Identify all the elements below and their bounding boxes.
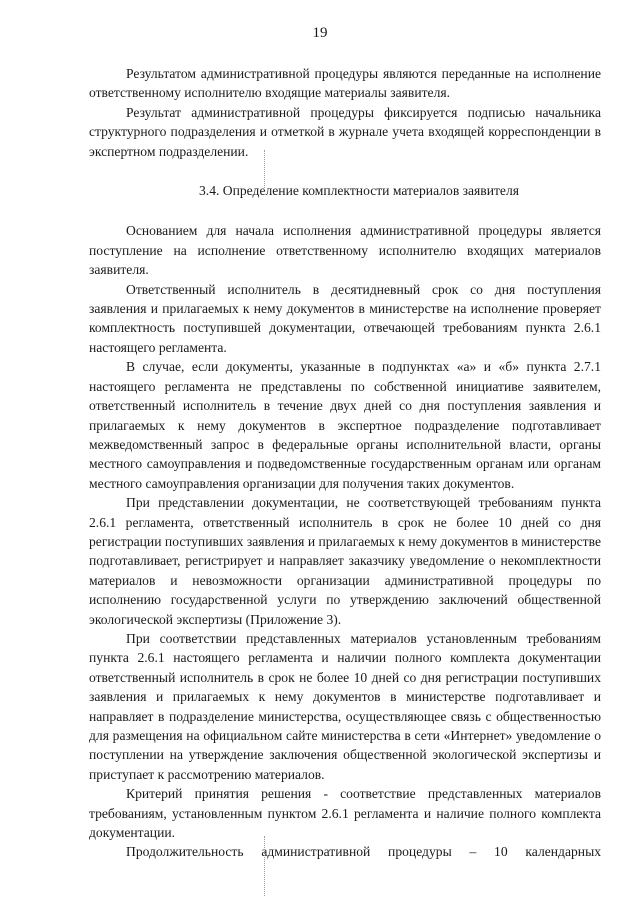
paragraph-incomplete-notice: При представлении документации, не соответствующей требованиям пункта 2.6.1 регламента, ответственный исполнитель в срок не более 10 дней со дня регистрации поступивших заявления и прилагаемых к нему документов в министерстве подготавливает, регистрирует и направляет заказчику уведомление о некомплектности материалов и невозможности организации административной процедуры по исполнению государственной услуги по утверждению заключений общественной экологической экспертизы (Приложение 3). bbox=[89, 495, 601, 627]
paragraph-decision-criterion: Критерий принятия решения - соответствие представленных материалов требованиям, установленным пунктом 2.6.1 регламента и наличие полного комплекта документации. bbox=[89, 786, 601, 841]
paragraph-complete-notice: При соответствии представленных материалов установленным требованиям пункта 2.6.1 настоящего регламента и наличии полного комплекта документации ответственный исполнитель в срок не более 10 дней со дня регистрации поступивших заявления и прилагаемых к нему документов в министерстве подготавливает и направляет в подразделение министерства, осуществляющее связь с общественностью для размещения на официальном сайте министерства в сети «Интернет» уведомление о поступлении на утверждение заключения общественной экологической экспертизы и приступает к рассмотрению материалов. bbox=[89, 630, 601, 782]
paragraph-duration: Продолжительность административной процедуры – 10 календарных bbox=[126, 844, 601, 860]
paragraph-basis: Основанием для начала исполнения административной процедуры является поступление на исполнение ответственному исполнителю входящих материалов заявителя. bbox=[89, 223, 601, 278]
intro-paragraph-recording: Результат административной процедуры фиксируется подписью начальника структурного подразделения и отметкой в журнале учета входящей корреспонденции в экспертном подразделении. bbox=[89, 104, 601, 159]
scan-fold-mark-bottom bbox=[264, 836, 265, 896]
paragraph-interagency-request: В случае, если документы, указанные в подпунктах «а» и «б» пункта 2.7.1 настоящего регламента не представлены по собственной инициативе заявителем, ответственный исполнитель в течение двух дней со дня поступления заявления и прилагаемых к нему документов в экспертное подразделение подготавливает межведомственный запрос в федеральные органы исполнительной власти, органы местного самоуправления и подведомственные государственным органам или органам местного самоуправления организации для получения таких документов. bbox=[89, 359, 601, 491]
scan-fold-mark-top bbox=[264, 150, 265, 190]
intro-block bbox=[89, 64, 601, 161]
intro-paragraph-result: Результатом административной процедуры являются переданные на исполнение ответственному исполнителю входящие материалы заявителя. bbox=[89, 66, 601, 101]
page-content bbox=[89, 64, 601, 862]
page-number: 19 bbox=[312, 25, 328, 41]
section-body bbox=[89, 221, 601, 861]
paragraph-check-completeness: Ответственный исполнитель в десятидневный срок со дня поступления заявления и прилагаемых к нему документов в министерстве на исполнение проверяет комплектность поступившей документации, отвечающей требованиям пункта 2.6.1 настоящего регламента. bbox=[89, 281, 601, 355]
section-heading: 3.4. Определение комплектности материалов заявителя bbox=[199, 183, 519, 199]
